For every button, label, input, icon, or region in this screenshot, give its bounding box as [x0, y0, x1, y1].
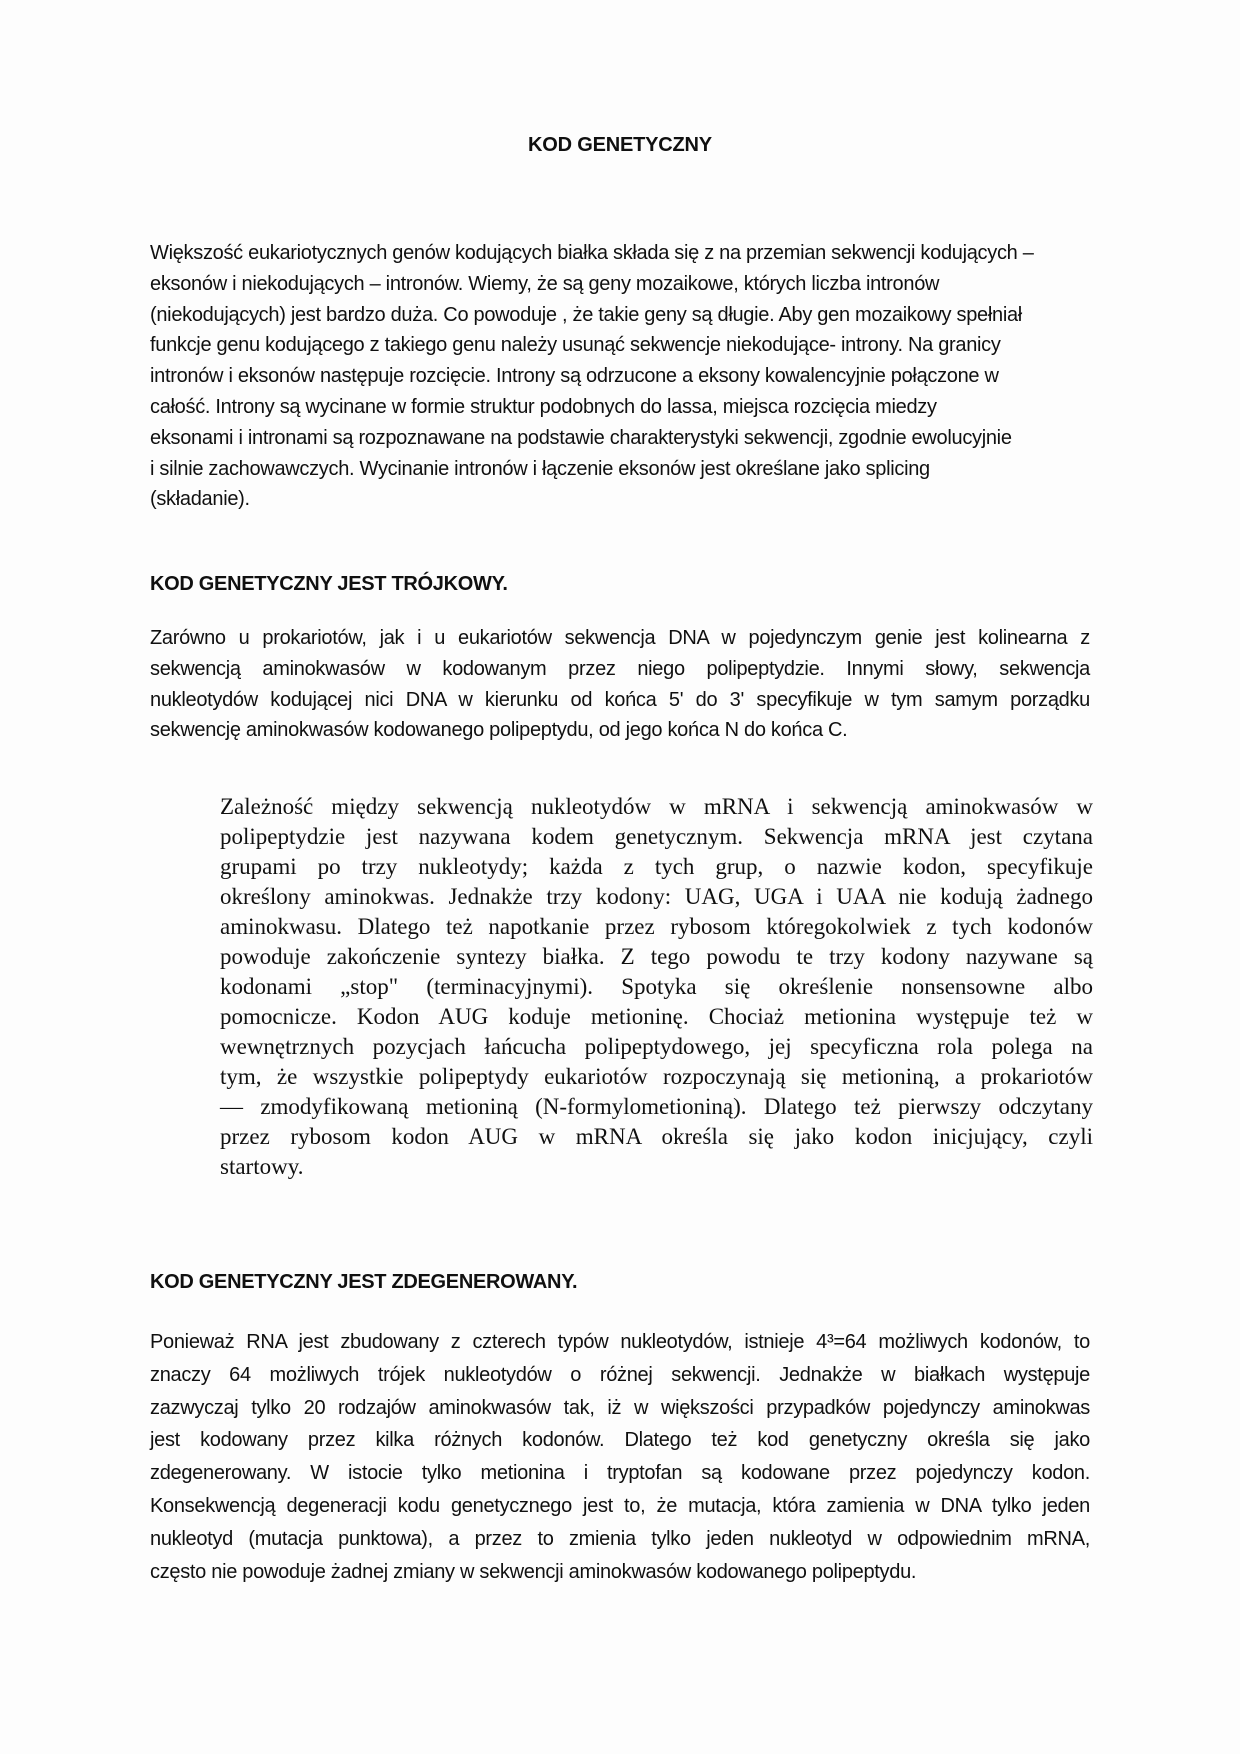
- text-line: funkcje genu kodującego z takiego genu należy usunąć sekwencje niekodujące- introny. Na granicy: [150, 334, 1001, 357]
- trojkowy-paragraph: [150, 623, 1090, 746]
- text-line: nukleotydów kodującej nici DNA w kierunku od końca 5' do 3' specyfikuje w tym samym porządku: [150, 688, 1090, 711]
- text-line: sekwencją aminokwasów w kodowanym przez niego polipeptydzie. Innymi słowy, sekwencja: [150, 657, 1090, 680]
- text-line: całość. Introny są wycinane w formie struktur podobnych do lassa, miejsca rozcięcia miedzy: [150, 395, 937, 418]
- text-line: aminokwasu. Dlatego też napotkanie przez rybosom któregokolwiek z tych kodonów: [220, 914, 1093, 939]
- text-line: określony aminokwas. Jednakże trzy kodony: UAG, UGA i UAA nie kodują żadnego: [220, 884, 1093, 909]
- text-line: polipeptydzie jest nazywana kodem genetycznym. Sekwencja mRNA jest czytana: [220, 824, 1093, 849]
- text-line: kodonami „stop" (terminacyjnymi). Spotyka się określenie nonsensowne albo: [220, 974, 1093, 999]
- text-line: Ponieważ RNA jest zbudowany z czterech typów nukleotydów, istnieje 4³=64 możliwych kodonów, to: [150, 1331, 1090, 1353]
- text-line: eksonów i niekodujących – intronów. Wiemy, że są geny mozaikowe, których liczba intronów: [150, 272, 940, 295]
- text-line: sekwencję aminokwasów kodowanego polipeptydu, od jego końca N do końca C.: [150, 719, 848, 742]
- text-line: często nie powoduje żadnej zmiany w sekwencji aminokwasów kodowanego polipeptydu.: [150, 1560, 917, 1583]
- section-heading-zdegenerowany: KOD GENETYCZNY JEST ZDEGENEROWANY.: [150, 1271, 578, 1293]
- text-line: pomocnicze. Kodon AUG koduje metioninę. Chociaż metionina występuje też w: [220, 1004, 1093, 1029]
- text-line: grupami po trzy nukleotydy; każda z tych grup, o nazwie kodon, specyfikuje: [220, 854, 1093, 879]
- text-line: Konsekwencją degeneracji kodu genetycznego jest to, że mutacja, która zamienia w DNA tylko jeden: [150, 1494, 1090, 1517]
- text-line: — zmodyfikowaną metioniną (N-formylometioniną). Dlatego też pierwszy odczytany: [220, 1094, 1093, 1119]
- text-line: (składanie).: [150, 488, 250, 511]
- text-line: Większość eukariotycznych genów kodujących białka składa się z na przemian sekwencji kodujących –: [150, 242, 1034, 264]
- text-line: wewnętrznych pozycjach łańcucha polipeptydowego, jej specyficzna rola polega na: [220, 1034, 1093, 1059]
- text-line: Zarówno u prokariotów, jak i u eukariotów sekwencja DNA w pojedynczym genie jest kolinearna z: [150, 627, 1090, 649]
- intro-paragraph: [150, 238, 1110, 515]
- text-line: nukleotyd (mutacja punktowa), a przez to zmienia tylko jeden nukleotyd w odpowiednim mRNA,: [150, 1527, 1090, 1550]
- text-line: jest kodowany przez kilka różnych kodonów. Dlatego też kod genetyczny określa się jako: [150, 1429, 1090, 1452]
- text-line: powoduje zakończenie syntezy białka. Z tego powodu te trzy kodony nazywane są: [220, 944, 1093, 969]
- text-line: intronów i eksonów następuje rozcięcie. Introny są odrzucone a eksony kowalencyjnie połączone w: [150, 365, 999, 388]
- text-line: zdegenerowany. W istocie tylko metionina i tryptofan są kodowane przez pojedynczy kodon.: [150, 1462, 1090, 1485]
- text-line: eksonami i intronami są rozpoznawane na podstawie charakterystyki sekwencji, zgodnie ewolucyjnie: [150, 426, 1012, 449]
- text-line: tym, że wszystkie polipeptydy eukariotów rozpoczynają się metioniną, a prokariotów: [220, 1064, 1093, 1089]
- text-line: zazwyczaj tylko 20 rodzajów aminokwasów tak, iż w większości przypadków pojedynczy aminokwas: [150, 1396, 1090, 1419]
- text-line: startowy.: [220, 1154, 304, 1179]
- page-title: KOD GENETYCZNY: [528, 134, 712, 156]
- text-line: przez rybosom kodon AUG w mRNA określa się jako kodon inicjujący, czyli: [220, 1124, 1093, 1149]
- text-line: i silnie zachowawczych. Wycinanie intronów i łączenie eksonów jest określane jako splicing: [150, 457, 930, 480]
- text-line: (niekodujących) jest bardzo duża. Co powoduje , że takie geny są długie. Aby gen mozaikowy spełniał: [150, 303, 1022, 326]
- section-heading-trojkowy: KOD GENETYCZNY JEST TRÓJKOWY.: [150, 573, 508, 595]
- zdegenerowany-paragraph: [150, 1326, 1090, 1588]
- text-line: znaczy 64 możliwych trójek nukleotydów o różnej sekwencji. Jednakże w białkach występuje: [150, 1363, 1090, 1386]
- text-line: Zależność między sekwencją nukleotydów w mRNA i sekwencją aminokwasów w: [220, 794, 1093, 819]
- trojkowy-quote-block: [220, 792, 1093, 1182]
